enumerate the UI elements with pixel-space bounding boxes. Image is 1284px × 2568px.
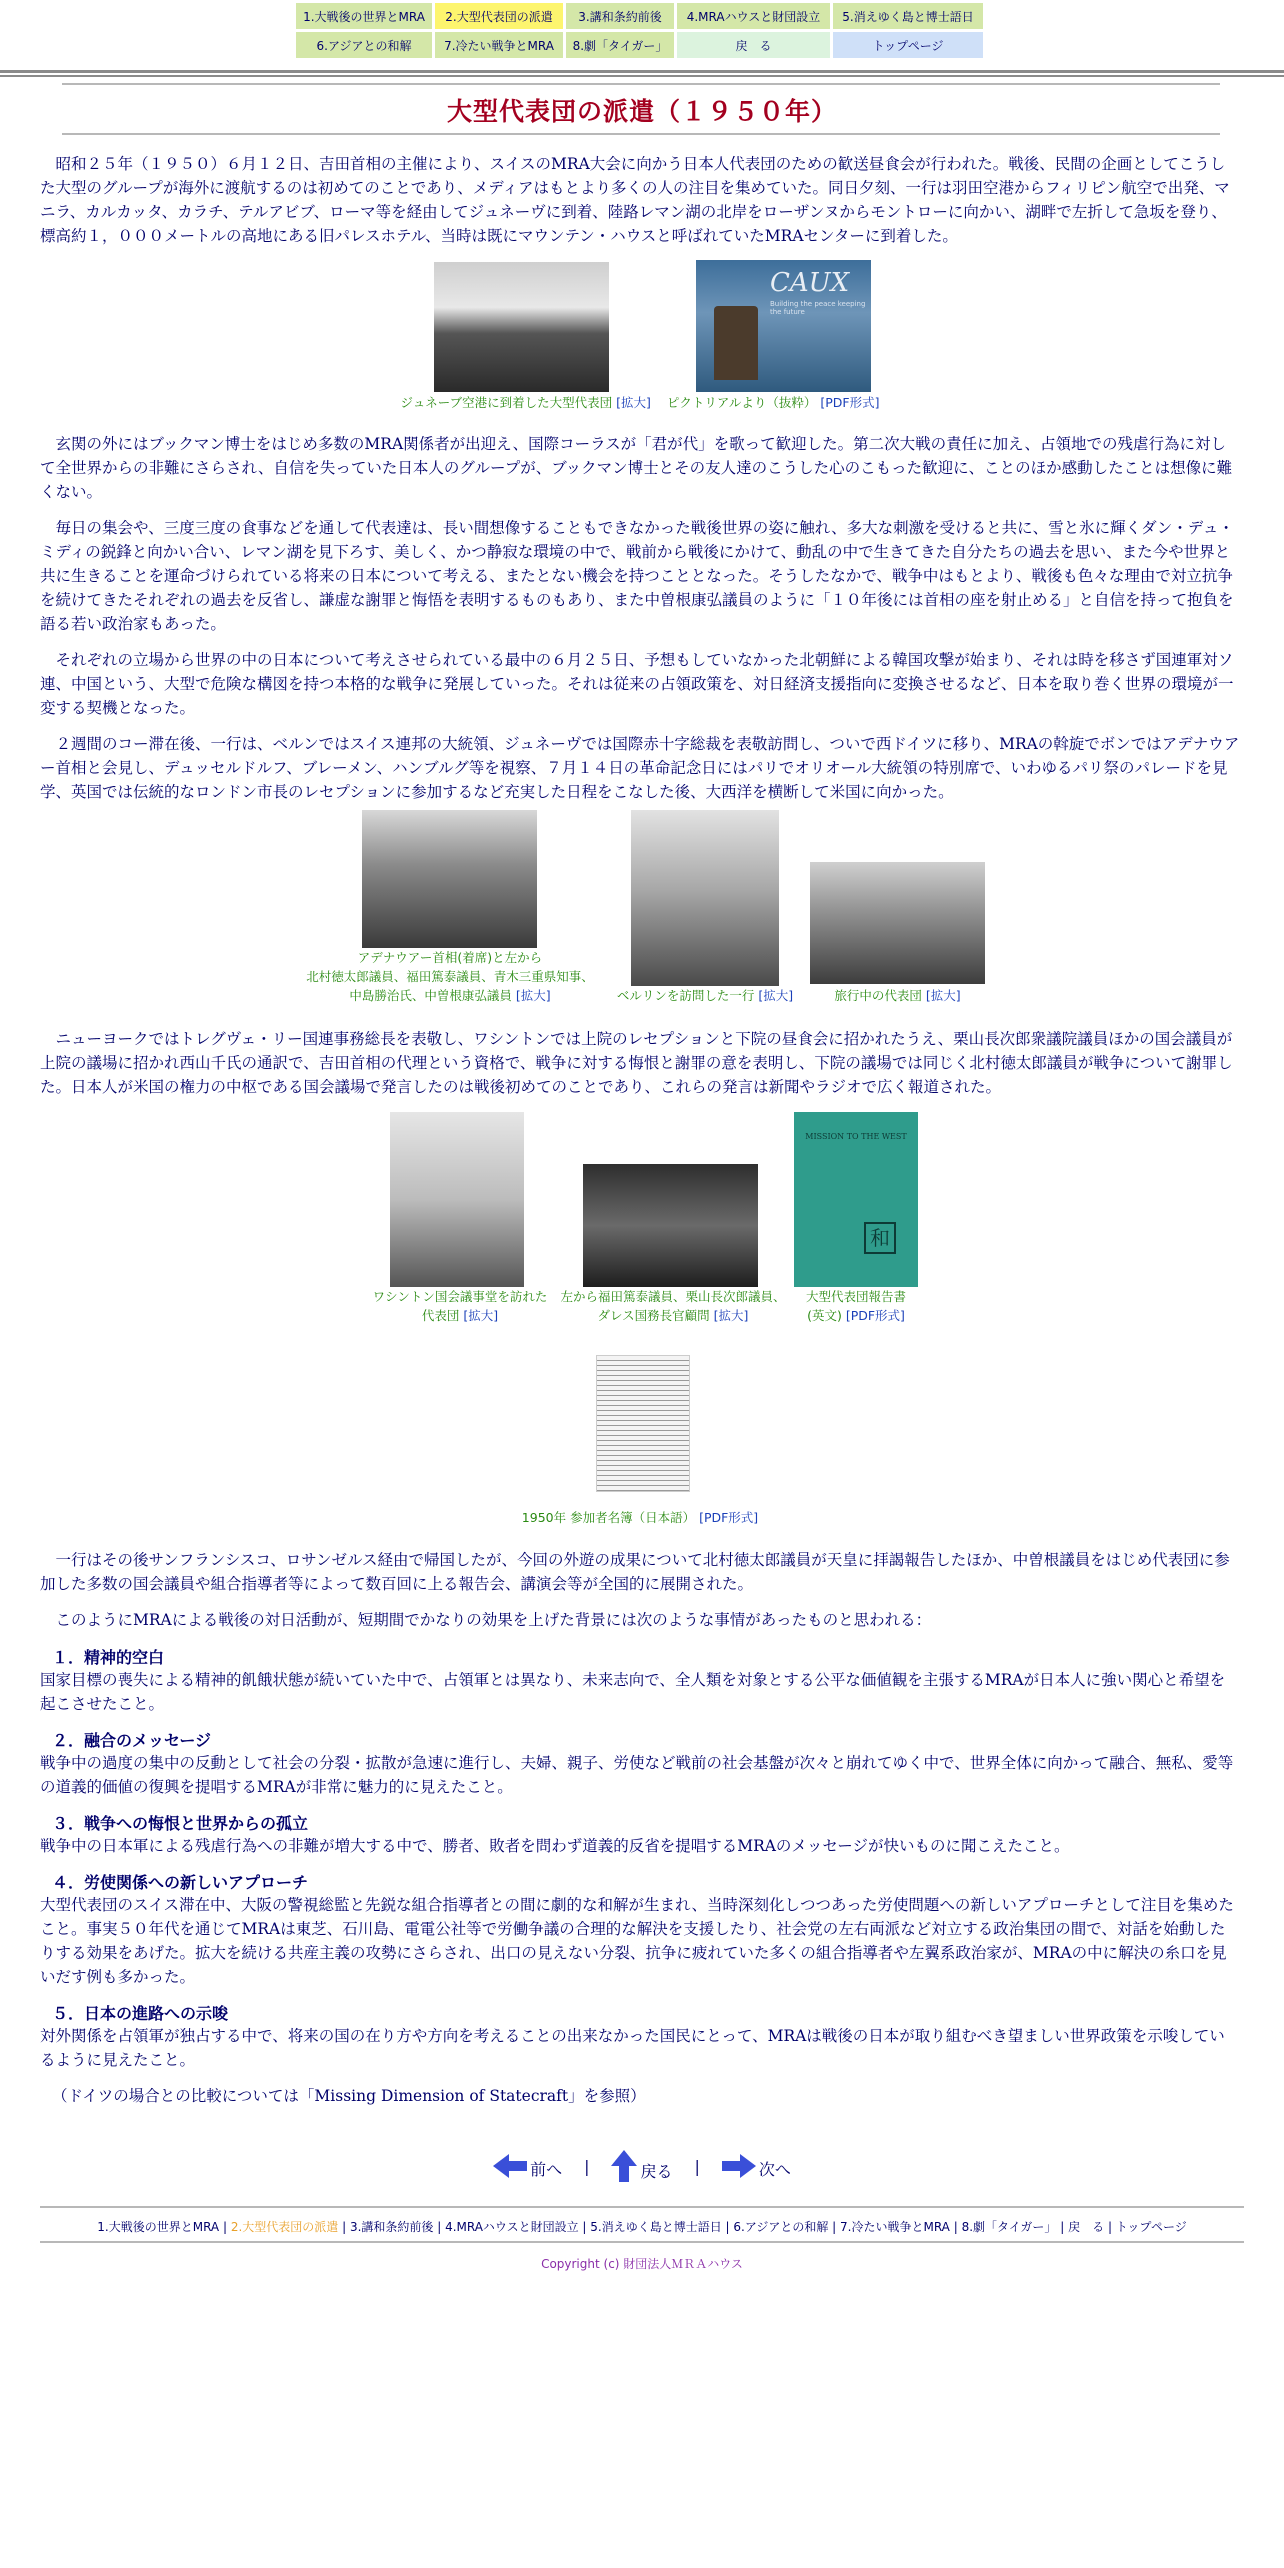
- photo-row1-caption: [380, 393, 900, 412]
- reason-1: [40, 1645, 1240, 1716]
- victorial-pdf-link[interactable]: [PDF形式]: [820, 395, 880, 410]
- caption-dulles-line1: 左から福田篤泰議員、栗山長次郎議員、: [560, 1289, 786, 1304]
- adenauer-photo[interactable]: [362, 810, 537, 948]
- caption-capitol-line1: ワシントン国会議事堂を訪れた: [372, 1289, 548, 1304]
- pager-separator: |: [584, 2156, 590, 2176]
- nav-back[interactable]: 戻 る: [677, 32, 830, 58]
- intro-paragraph: 昭和２５年（１９５０）６月１２日、吉田首相の主催により、スイスのMRA大会に向かう日本人代表団のための歓送昼食会が行われた。戦後、民間の企画としてこうした大型のグループが海外に渡航するのは初めてのことであり、メディアはもとより多くの人の注目を集めていた。同日夕刻、一行は羽田空港からフィリピン航空で出発、マニラ、カルカッタ、カラチ、テルアビブ、ローマ等を経由してジュネーヴに到着、陸路レマン湖の北岸をローザンヌからモントローに向かい、湖畔で左折して急坂を登り、標高約１，０００メートルの高地にある旧パレスホテル、当時は既にマウンテン・ハウスと呼ばれていたMRAセンターに到着した。: [40, 155, 1230, 245]
- footer-link-8[interactable]: 8.劇「タイガー」: [961, 2220, 1057, 2234]
- caption-report-line1: 大型代表団報告書: [805, 1289, 906, 1304]
- caption-berlin: ベルリンを訪問した一行: [616, 988, 755, 1003]
- back-link[interactable]: [611, 2150, 672, 2182]
- report-caption: [778, 1287, 934, 1325]
- footer-link-4[interactable]: 4.MRAハウスと財団設立: [445, 2220, 579, 2234]
- capitol-enlarge-link[interactable]: [拡大]: [463, 1308, 499, 1323]
- title-rule-top: [62, 83, 1220, 85]
- report-book-title: MISSION TO THE WEST: [805, 1132, 907, 1141]
- adenauer-caption: [290, 948, 610, 1005]
- page-title: 大型代表団の派遣（１９５０年）: [446, 97, 837, 126]
- header-divider: [0, 70, 1284, 77]
- travel-caption: [800, 986, 995, 1005]
- pager: [0, 2150, 1284, 2182]
- nav-link-8[interactable]: 8.劇「タイガー」: [566, 32, 674, 58]
- missing-dimension-note[interactable]: （ドイツの場合との比較については「Missing Dimension of Statecraft」を参照）: [52, 2087, 646, 2105]
- mission-report-cover[interactable]: [794, 1112, 918, 1287]
- caption-victorial: ピクトリアルより（抜粋）: [666, 395, 817, 410]
- top-nav: [296, 3, 988, 61]
- report-book-kanji: 和: [864, 1222, 896, 1254]
- footer-link-3[interactable]: 3.講和条約前後: [349, 2220, 434, 2234]
- footer-link-1[interactable]: 1.大戦後の世界とMRA: [97, 2220, 220, 2234]
- paragraphs-block-1: 玄関の外にはブックマン博士をはじめ多数のMRA関係者が出迎え、国際コーラスが「君が代」を歌って歓迎した。第二次大戦の責任に加え、占領地での残虐行為に対して全世界からの非難にさらされ、自信を失っていた日本人のグループが、ブックマン博士とその友人達のこうした心のこもった歓迎に、ことのほか感動したことは想像に難くない。 毎日の集会や、三度三度の食事などを通して代表達は、長い間想像することもできなかった戦後世界の姿に触れ、多大な刺激を受けると共に、雪と氷に輝くダン・デュ・ミディの鋭鋒と向かい合い、レマン湖を見下ろす、美しく、かつ静寂な環境の中で、戦前から戦後にかけて、動乱の中で生きてきた自分たちの過去を思い、また今や世界と共に生きることを運命づけられている将来の日本について考える、またとない機会を持つこととなった。そうしたなかで、戦争中はもとより、戦後も色々な理由で対立抗争を続けてきたそれぞれの過去を反省し、謙虚な謝罪と悔悟を表明するものもあり、また中曽根康弘議員のように「１０年後には首相の座を射止める」と自信を持って抱負を語る若い政治家もあった。 それぞれの立場から世界の中の日本について考えさせられている最中の６月２５日、予想もしていなかった北朝鮮による韓国攻撃が始まり、それは時を移さず国連軍対ソ連、中国という、大型で危険な構図を持つ本格的な戦争に発展していった。それは従来の占領政策を、対日経済支援指向に変換させるなど、日本を取り巻く世界の環境が一変する契機となった。 ２週間のコー滞在後、一行は、ベルンではスイス連邦の大統領、ジュネーヴでは国際赤十字総裁を表敬訪問し、ついで西ドイツに移り、MRAの斡旋でボンではアデナウアー首相と会見し、デュッセルドルフ、ブレーメン、ハンブルグ等を視察、７月１４日の革命記念日にはパリでオリオール大統領の特別席で、いわゆるパリ祭のパレードを見学、英国では伝統的なロンドン市長のレセプションに参加するなど充実した日程をこなした後、大西洋を横断して米国に向かった。: [40, 435, 1240, 801]
- dulles-photo[interactable]: [583, 1164, 758, 1287]
- reason-4-heading: ４．労使関係への新しいアプローチ: [52, 1873, 309, 1892]
- roster-pdf-link[interactable]: [PDF形式]: [699, 1510, 759, 1525]
- footer-back-link[interactable]: 戻 る: [1068, 2220, 1105, 2234]
- copyright: Copyright (c) 財団法人ＭＲＡハウス: [541, 2257, 743, 2271]
- footer-link-2-current[interactable]: 2.大型代表団の派遣: [230, 2220, 339, 2234]
- nav-link-1[interactable]: 1.大戦後の世界とMRA: [296, 3, 432, 29]
- reason-3: [40, 1811, 1240, 1858]
- reason-4: [40, 1870, 1240, 1989]
- adenauer-enlarge-link[interactable]: [拡大]: [515, 988, 551, 1003]
- caption-roster: 1950年 参加者名簿（日本語）: [521, 1510, 696, 1525]
- caption-adenauer-line3: 中島勝治氏、中曽根康弘議員: [349, 988, 512, 1003]
- prev-label: 前へ: [530, 2160, 563, 2179]
- next-label: 次へ: [758, 2160, 791, 2179]
- caption-geneva: ジュネーブ空港に到着した大型代表団: [400, 395, 613, 410]
- caption-travel: 旅行中の代表団: [834, 988, 922, 1003]
- magazine-title: CAUX: [770, 268, 850, 298]
- nav-top-page[interactable]: トップページ: [833, 32, 983, 58]
- nav-link-3[interactable]: 3.講和条約前後: [566, 3, 674, 29]
- footer-link-5[interactable]: 5.消えゆく島と博士語日: [590, 2220, 722, 2234]
- caption-report-line2: (英文): [807, 1308, 842, 1323]
- capitol-caption: [360, 1287, 560, 1325]
- reason-5-heading: ５．日本の進路への示唆: [52, 2004, 229, 2023]
- arrow-up-icon: [611, 2150, 637, 2182]
- reason-2: [40, 1728, 1240, 1799]
- reason-1-text: 国家目標の喪失による精神的飢餓状態が続いていた中で、占領軍とは異なり、未来志向で、全人類を対象とする公平な価値観を主張するMRAが日本人に強い関心と希望を起こさせたこと。: [40, 1671, 1226, 1713]
- reason-5-text: 対外関係を占領軍が独占する中で、将来の国の在り方や方向を考えることの出来なかった国民にとって、MRAは戦後の日本が取り組むべき望ましい世界政策を示唆しているように見えたこと。: [40, 2027, 1225, 2069]
- nav-link-2-current[interactable]: 2.大型代表団の派遣: [435, 3, 563, 29]
- arrow-left-icon: [493, 2152, 527, 2180]
- caption-dulles-line2: ダレス国務長官顧問: [597, 1308, 710, 1323]
- geneva-airport-photo[interactable]: [434, 262, 609, 392]
- caux-magazine-cover[interactable]: [696, 260, 871, 392]
- roster-caption: [440, 1508, 840, 1527]
- reasons-list: [40, 1645, 1240, 2108]
- berlin-enlarge-link[interactable]: [拡大]: [758, 988, 794, 1003]
- title-rule-bottom: [62, 133, 1220, 135]
- reason-2-heading: ２．融合のメッセージ: [52, 1731, 212, 1750]
- nav-link-7[interactable]: 7.冷たい戦争とMRA: [435, 32, 563, 58]
- footer-link-7[interactable]: 7.冷たい戦争とMRA: [840, 2220, 950, 2234]
- capitol-photo[interactable]: [390, 1112, 524, 1287]
- prev-link[interactable]: [493, 2152, 562, 2180]
- newyork-paragraph: ニューヨークではトレグヴェ・リー国連事務総長を表敬し、ワシントンでは上院のレセプションと下院の昼食会に招かれたうえ、栗山長次郎衆議院議員ほかの国会議員が上院の議場に招かれ西山千氏の通訳で、吉田首相の代理という資格で、戦争に対する悔恨と謝罪の意を表明し、下院の議場では同じく北村徳太郎議員が戦争について謝罪した。日本人が米国の権力の中枢である国会議場で発言したのは戦後初めてのことであり、これらの発言は新聞やラジオで広く報道された。: [40, 1030, 1233, 1096]
- roster-document-image[interactable]: [596, 1355, 690, 1492]
- reason-4-text: 大型代表団のスイス滞在中、大阪の警視総監と先鋭な組合指導者との間に劇的な和解が生まれ、当時深刻化しつつあった労使問題への新しいアプローチとして注目を集めたこと。事実５０年代を通じてMRAは東芝、石川島、電電公社等で労働争議の合理的な解決を支援したり、社会党の左右両派など対立する政治集団の間で、対話を始動したりする効果をあげた。拡大を続ける共産主義の攻勢にさらされ、出口の見えない分裂、抗争に疲れていた多くの組合指導者や左翼系政治家が、MRAの中に解決の糸口を見いだす例も多かった。: [40, 1896, 1234, 1986]
- arrow-right-icon: [722, 2152, 756, 2180]
- footer-top-page-link[interactable]: トップページ: [1115, 2220, 1187, 2234]
- next-link[interactable]: [722, 2152, 791, 2180]
- berlin-caption: [590, 986, 820, 1005]
- reason-3-heading: ３．戦争への悔恨と世界からの孤立: [52, 1814, 309, 1833]
- report-pdf-link[interactable]: [PDF形式]: [845, 1308, 905, 1323]
- berlin-photo[interactable]: [631, 810, 779, 986]
- dulles-enlarge-link[interactable]: [拡大]: [713, 1308, 749, 1323]
- castle-shape: [714, 306, 758, 380]
- nav-link-5[interactable]: 5.消えゆく島と博士語日: [833, 3, 983, 29]
- travel-enlarge-link[interactable]: [拡大]: [925, 988, 961, 1003]
- caption-adenauer-line1: アデナウアー首相(着席)と左から: [357, 950, 543, 965]
- dulles-caption: [553, 1287, 793, 1325]
- footer-nav: 1.大戦後の世界とMRA | 2.大型代表団の派遣 | 3.講和条約前後 | 4.MRAハウスと財団設立 | 5.消えゆく島と博士語日 | 6.アジアとの和解 | 7.冷たい戦争とMRA | 8.劇「タイガー」 | 戻 る | トップページ: [97, 2220, 1187, 2234]
- geneva-enlarge-link[interactable]: [拡大]: [616, 395, 651, 410]
- nav-link-6[interactable]: 6.アジアとの和解: [296, 32, 432, 58]
- back-label: 戻る: [640, 2162, 673, 2181]
- caption-capitol-line2: 代表団: [421, 1308, 460, 1323]
- nav-link-4[interactable]: 4.MRAハウスと財団設立: [677, 3, 830, 29]
- caption-adenauer-line2: 北村徳太郎議員、福田篤泰議員、青木三重県知事、: [306, 969, 594, 984]
- reason-2-text: 戦争中の過度の集中の反動として社会の分裂・拡散が急速に進行し、夫婦、親子、労使など戦前の社会基盤が次々と崩れてゆく中で、世界全体に向かって融合、無私、愛等の道義的価値の復興を提唱するMRAが非常に魅力的に見えたこと。: [40, 1754, 1234, 1796]
- pager-separator: |: [694, 2156, 700, 2176]
- paragraphs-block-2: 一行はその後サンフランシスコ、ロサンゼルス経由で帰国したが、今回の外遊の成果について北村徳太郎議員が天皇に拝謁報告したほか、中曽根議員をはじめ代表団に参加した多数の国会議員や組合指導者等によって数百回に上る報告会、講演会等が全国的に展開された。 このようにMRAによる戦後の対日活動が、短期間でかなりの効果を上げた背景には次のような事情があったものと思われる：: [40, 1551, 1230, 1629]
- travel-photo[interactable]: [810, 862, 985, 984]
- footer-link-6[interactable]: 6.アジアとの和解: [733, 2220, 829, 2234]
- reason-5: [40, 2001, 1240, 2072]
- reason-1-heading: １．精神的空白: [52, 1648, 165, 1667]
- reason-3-text: 戦争中の日本軍による残虐行為への非難が増大する中で、勝者、敗者を問わず道義的反省を提唱するMRAのメッセージが快いものに聞こえたこと。: [40, 1837, 1070, 1855]
- footer-rule-top: [40, 2206, 1244, 2208]
- magazine-subtitle: Building the peace keeping the future: [770, 300, 866, 316]
- footer-rule-bottom: [40, 2241, 1244, 2243]
